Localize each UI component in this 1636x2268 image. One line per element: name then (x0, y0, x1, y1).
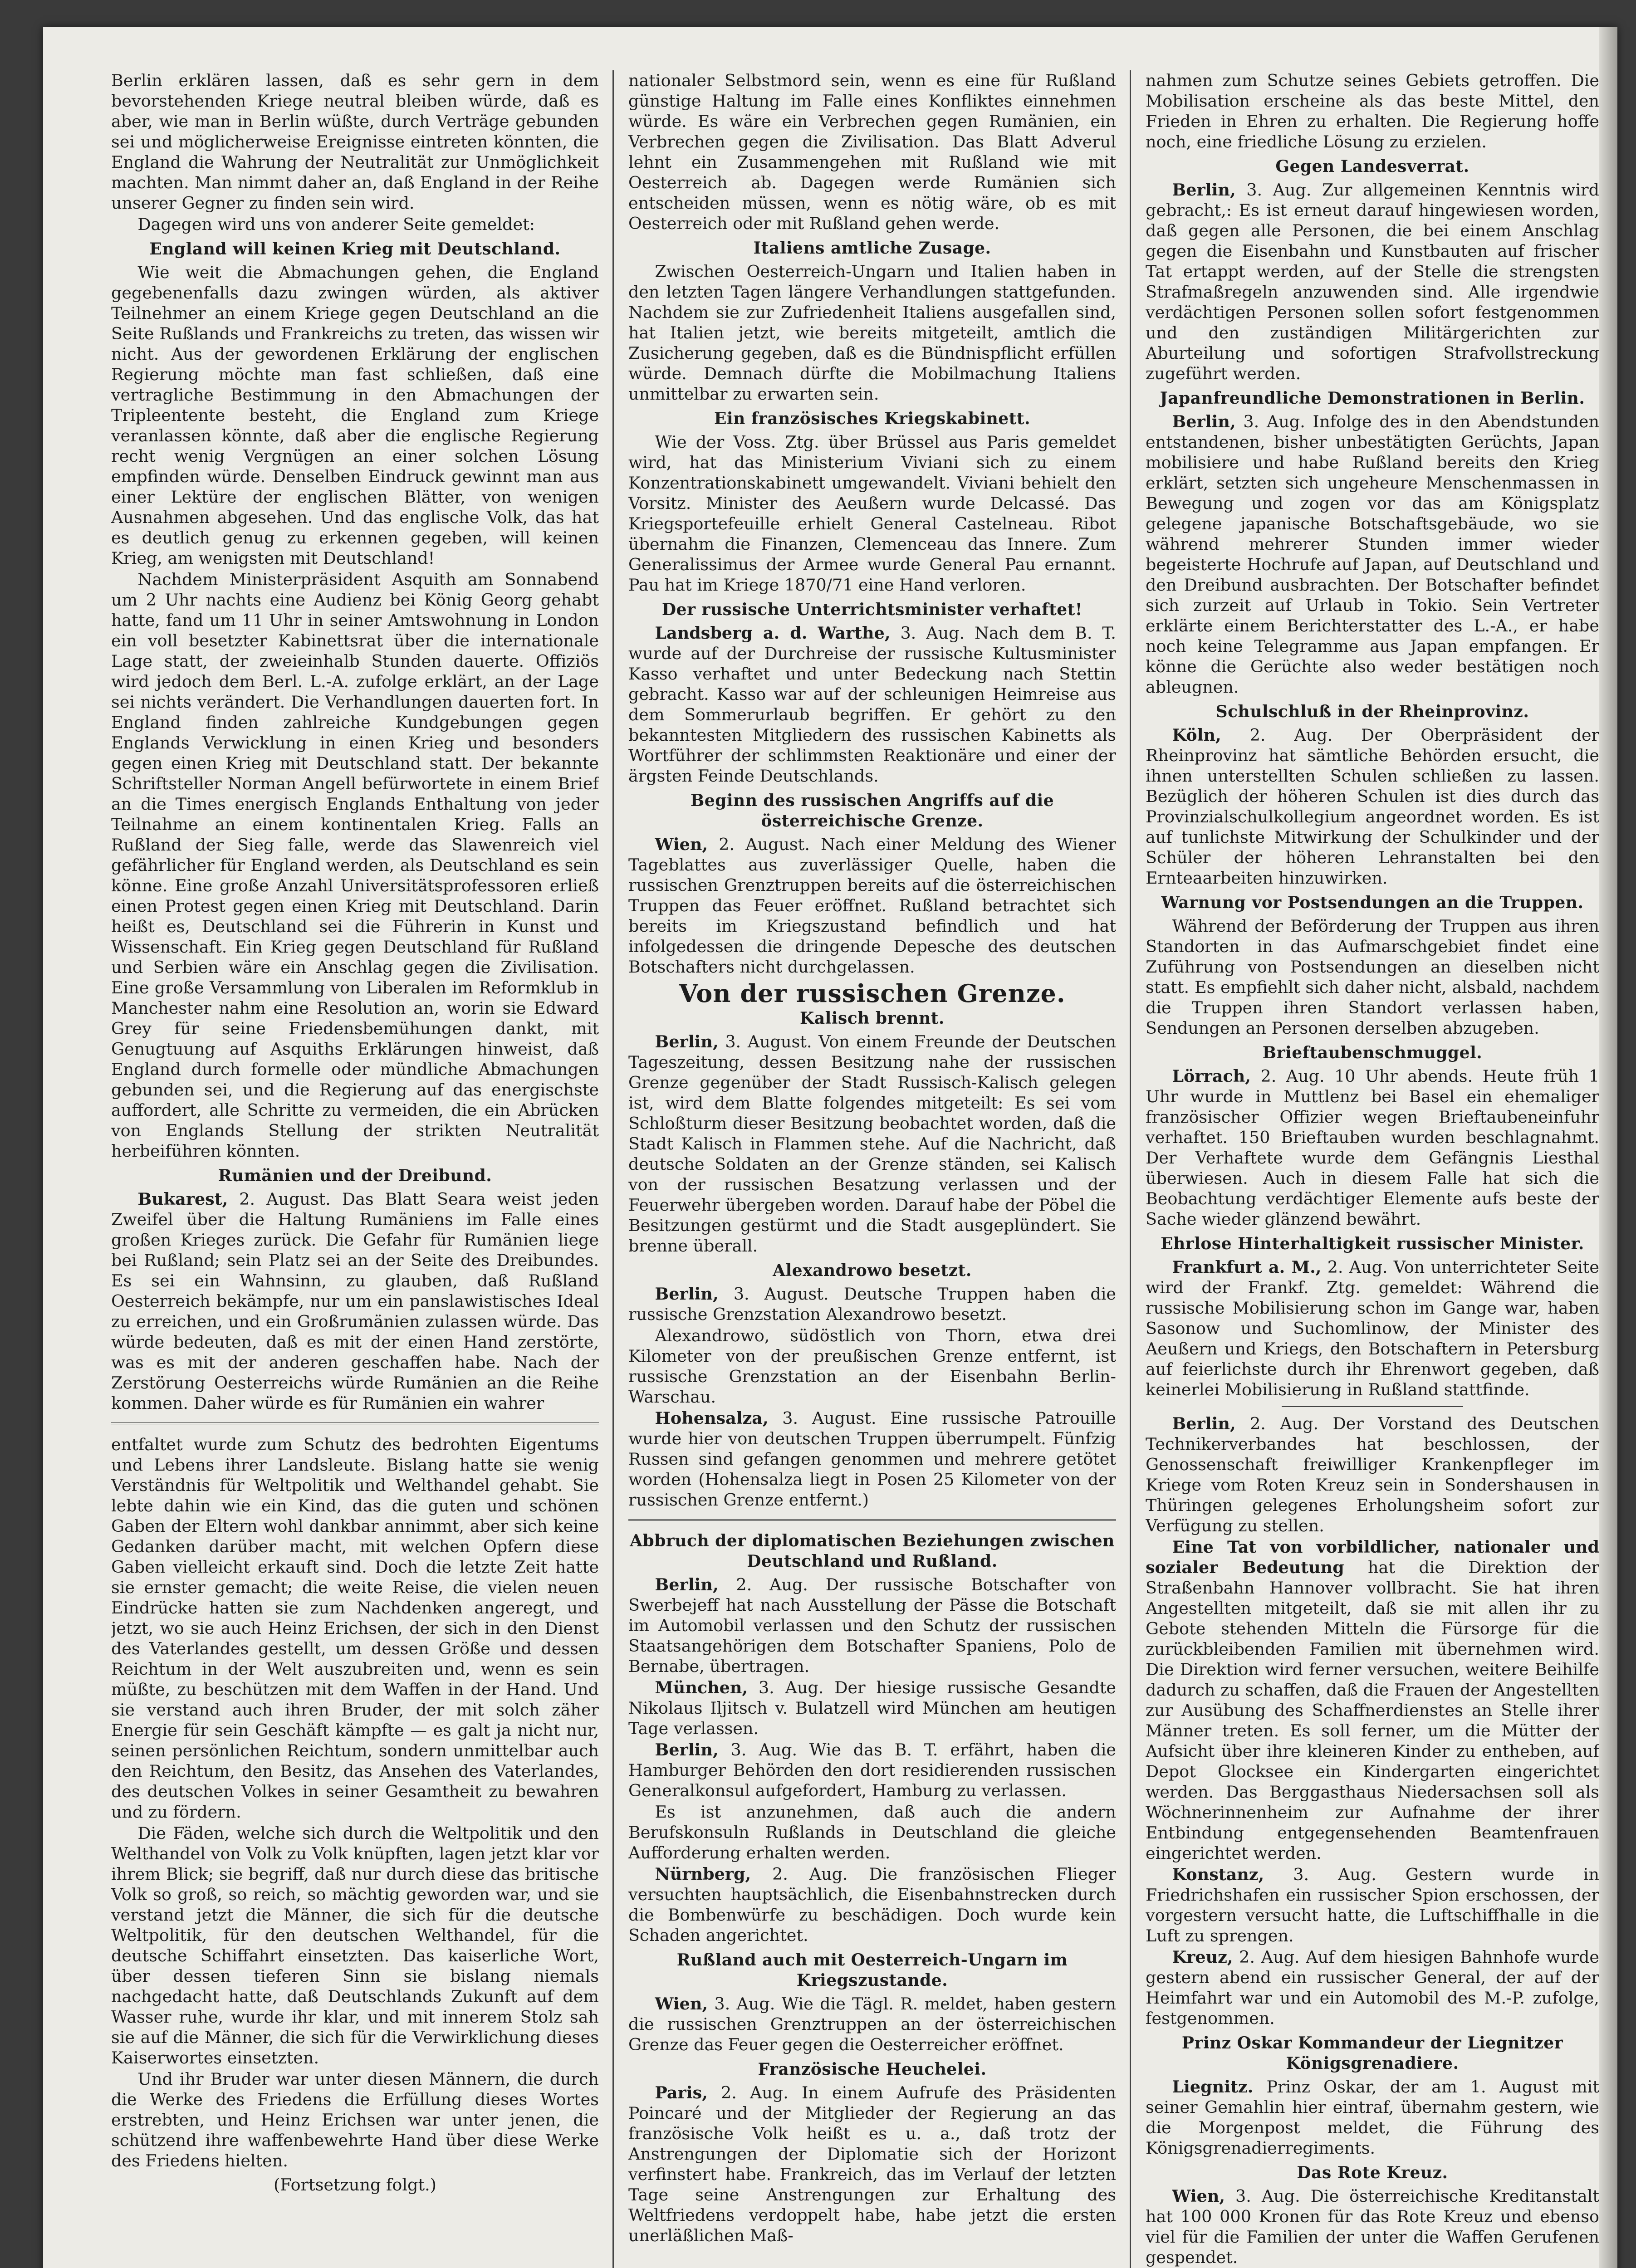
news-item (1146, 2186, 1599, 2268)
news-item (628, 623, 1116, 786)
dateline: Landsberg a. d. Warthe, (655, 623, 891, 643)
dateline: Wien, (655, 1994, 708, 2014)
news-text: 3. Aug. Die österreichische Kreditanstalt hat 100 000 Kronen für das Rote Kreuz und ebenso viel für die Familien der unter die Waffen Gerufenen gespendet. (1146, 2186, 1599, 2267)
news-text: 3. Aug. Nach dem B. T. wurde auf der Durchreise der russische Kultusminister Kasso verhaftet und unter Bedeckung nach Stettin gebracht. Kasso war auf der schleunigen Heimreise aus dem Sommerurlaub begriffen. Er gehört zu den bekanntesten Mitgliedern des russischen Kabinetts als Wortführer der schlimmsten Reaktionäre und einer der ärgsten Feinde Deutschlands. (628, 623, 1116, 786)
dateline: Kreuz, (1172, 1947, 1233, 1967)
feuilleton-paragraph: entfaltet wurde zum Schutz des bedrohten Eigentums und Lebens ihrer Landsleute. Bislang hatte sie wenig Verständnis für Weltpolitik und Welthandel gehabt. Sie lebte dahin wie ein Kind, das die guten und schönen Gaben der Eltern wohl dankbar annimmt, aber sich keine Gedanken darüber macht, mit welchen Opfern diese Gaben vielleicht erkauft sind. Doch die letzte Zeit hatte sie ernster gemacht; die weite Reise, die vielen neuen Eindrücke hatten sie zum Nachdenken angeregt, und jetzt, wo sie auch Heinz Erichsen, der sich in den Dienst des Vaterlandes gestellt, um dessen Größe und dessen Reichtum in der Welt auszubreiten und, wenn es sein müßte, zu beschützen mit dem Waffen in der Hand. Und sie verstand auch ihren Bruder, der mit solch zäher Energie für sein Geschäft kämpfte — es galt ja nicht nur, seinen persönlichen Reichtum, sondern unmittelbar auch den Reichtum, den Besitz, das Ansehen des Vaterlandes, des deutschen Volkes in seiner Gesamtheit zu bewahren und zu fördern. (111, 1435, 599, 1822)
dateline: Nürnberg, (655, 1864, 751, 1884)
news-text: 2. Aug. 10 Uhr abends. Heute früh 1 Uhr wurde in Muttlenz bei Basel ein ehemaliger französischer Offizier wegen Brieftaubeneinfuhr verhaftet. 150 Brieftauben wurden beschlagnahmt. Der Verhaftete wurde dem Gefängnis Liesthal überwiesen. Auch in diesem Falle hat sich die Beobachtung verdächtiger Elemente aufs beste der Sache wieder glänzend bewährt. (1146, 1066, 1599, 1229)
dateline: Berlin, (655, 1575, 719, 1594)
headline-schulschluss: Schulschluß in der Rheinprovinz. (1215, 702, 1529, 721)
news-item (1146, 1947, 1599, 2028)
headline-kriegskabinett: Ein französisches Kriegskabinett. (714, 409, 1030, 428)
dateline: Berlin, (655, 1032, 719, 1051)
news-text: 2. Aug. Auf dem hiesigen Bahnhofe wurde gestern abend ein russischer General, der auf der Heimfahrt war und ein Automobil des M.-P. zufolge, festgenommen. (1146, 1947, 1599, 2028)
news-text: 3. Aug. Zur allgemeinen Kenntnis wird gebracht,: Es ist erneut darauf hingewiesen worden, daß gegen alle Personen, die bei einem Anschlag gegen die Eisenbahn und Kunstbauten auf frischer Tat ertappt werden, auf der Stelle die strengsten Strafmaßregeln anzuwenden sind. Alle irgendwie verdächtigen Personen sollen sofort festgenommen und den zuständigen Militärgerichten zur Aburteilung und sofortigen Strafvollstreckung zugeführt werden. (1146, 180, 1599, 383)
headline-ehrlos: Ehrlose Hinterhaltigkeit russischer Minister. (1161, 1234, 1584, 1253)
news-text: 3. August. Eine russische Patrouille wurde hier von deutschen Truppen überrumpelt. Fünfzig Russen sind gefangen genommen und mehrere getötet worden (Hohensalza liegt in Posen 25 Kilometer von der russischen Grenze entfernt.) (628, 1408, 1116, 1510)
headline-landesverrat: Gegen Landesverrat. (1275, 157, 1469, 176)
news-text: 3. Aug. Der hiesige russische Gesandte Nikolaus Iljitsch v. Bulatzell wird München am heutigen Tage verlassen. (628, 1678, 1116, 1738)
dateline: Berlin, (1172, 180, 1236, 200)
dateline: Liegnitz. (1172, 2077, 1254, 2097)
dateline: Wien, (655, 835, 708, 854)
news-item (628, 1031, 1116, 1256)
news-text: 2. Aug. In einem Aufrufe des Präsidenten Poincaré und der Mitglieder der Regierung an das französische Volk heißt es u. a., daß trotz der Anstrengungen der Diplomatie sich der Horizont verfinstert habe. Frankreich, das im Verlauf der letzten Tage seine Anstrengungen zur Erhaltung des Weltfriedens verdoppelt habe, habe jetzt die ersten unerläßlichen Maß- (628, 2083, 1116, 2245)
headline-angriff: Beginn des russischen Angriffs auf die österreichische Grenze. (690, 791, 1054, 831)
headline-japan: Japanfreundliche Demonstrationen in Berlin. (1160, 389, 1585, 408)
news-text: 2. August. Das Blatt Seara weist jeden Zweifel über die Haltung Rumäniens im Falle eines großen Krieges zurück. Die Gefahr für Rumänien liege bei Rußland; sein Platz sei an der Seite des Dreibundes. Es sei ein Wahnsinn, zu glauben, daß Rußland Oesterreich bekämpfe, nur um ein panslawistisches Ideal zu erreichen, und ein Großrumänien zulassen würde. Das würde bedeuten, daß es mit der einen Hand zerstörte, was es mit der anderen geschaffen habe. Nach der Zerstörung Oesterreichs würde Rumänien an die Reihe kommen. Daher würde es für Rumänien ein wahrer (111, 1189, 599, 1413)
news-text: 2. Aug. Der Oberpräsident der Rheinprovinz hat sämtliche Behörden ersucht, die ihnen unterstellten Schulen schließen zu lassen. Bezüglich der höheren Schulen ist dies durch das Provinzialschulkollegium angeordnet worden. Es ist auf tunlichste Mitwirkung der Schulkinder und der Schüler der höheren Lehranstalten bei den Ernteaarbeiten hinzuwirken. (1146, 725, 1599, 888)
news-text: 2. Aug. Der russische Botschafter von Swerbejeff hat nach Ausstellung der Pässe die Botschaft im Automobil verlassen und den Schutz der russischen Staatsangehörigen dem Botschafter Spaniens, Polo de Bernabe, übertragen. (628, 1575, 1116, 1676)
dateline: Köln, (1172, 725, 1221, 745)
news-text: 3. Aug. Gestern wurde in Friedrichshafen ein russischer Spion erschossen, der vorgestern versucht hatte, die Luftschiffhalle in die Luft zu sprengen. (1146, 1865, 1599, 1945)
article-paragraph: Dagegen wird uns von anderer Seite gemeldet: (137, 215, 535, 234)
dateline: Konstanz, (1172, 1865, 1264, 1884)
headline-oesterreich: Rußland auch mit Oesterreich-Ungarn im Kriegszustande. (676, 1950, 1068, 1990)
headline-rotes-kreuz: Das Rote Kreuz. (1297, 2163, 1448, 2182)
article-paragraph: Alexandrowo, südöstlich von Thorn, etwa drei Kilometer von der preußischen Grenze entfernt, ist russische Grenzstation an der Eisenbahn Berlin-Warschau. (628, 1326, 1116, 1407)
news-item (1146, 1066, 1599, 1229)
news-text: 3. August. Von einem Freunde der Deutschen Tageszeitung, dessen Besitzung nahe der russischen Grenze gegenüber der Stadt Russisch-Kalisch gelegen ist, wird dem Blatte folgendes mitgeteilt: Es sei vom Schloßturm dieser Besitzung beobachtet worden, daß die Stadt Kalisch in Flammen stehe. Auf die Nachricht, daß deutsche Soldaten an der Grenze ständen, sei Kalisch von der russischen Besatzung verlassen und der Feuerwehr übergeben worden. Darauf habe der Pöbel die Besitzungen gestürmt und die Stadt ausgeplündert. Sie brenne überall. (628, 1032, 1116, 1256)
news-text: 2. Aug. Der Vorstand des Deutschen Technikerverbandes hat beschlossen, der Genossenschaft freiwilliger Krankenpfleger im Kriege vom Roten Kreuz sein in Sondershausen in Thüringen gelegenes Erholungsheim sofort zur Verfügung zu stellen. (1146, 1414, 1599, 1535)
article-paragraph: Nachdem Ministerpräsident Asquith am Sonnabend um 2 Uhr nachts eine Audienz bei König Georg gehabt hatte, fand um 11 Uhr in seiner Amtswohnung in London ein voll besetzter Kabinettsrat über die internationale Lage statt, der zweieinhalb Stunden dauerte. Offiziös wird jedoch dem Berl. L.-A. zufolge erklärt, an der Lage sei nichts verändert. Die Verhandlungen dauerten fort. In England finden zahlreiche Kundgebungen gegen Englands Verwicklung in einen Krieg und besonders gegen einen Krieg mit Deutschland statt. Der bekannte Schriftsteller Norman Angell befürwortete in einem Brief an die Times energisch Englands Enthaltung von jeder Teilnahme an einem kontinentalen Krieg. Falls an Rußland der Sieg falle, werde das Slawenreich viel gefährlicher für England werden, als Deutschland es sein könne. Eine große Anzahl Universitätsprofessoren erließ einen Protest gegen einen Krieg mit Deutschland. Darin heißt es, Deutschland sei die Führerin in Kunst und Wissenschaft. Ein Krieg gegen Deutschland für Rußland und Serbien wäre ein Anschlag gegen die Zivilisation. Eine große Versammlung von Liberalen im Reformklub in Manchester nahm eine Resolution an, worin sie Edward Grey für seine Friedensbemühungen dankt, mit Genugtuung auf Asquiths Erklärungen hinweist, daß England durch formelle oder mündliche Abmachungen gebunden sei, und die Regierung auf das energischste auffordert, alle Schritte zu vermeiden, die ein Abrücken von Englands Stellung der strikten Neutralität herbeiführen könnten. (111, 570, 599, 1161)
news-item (628, 1284, 1116, 1325)
continuation-note: (Fortsetzung folgt.) (274, 2175, 436, 2195)
feuilleton-paragraph: Die Fäden, welche sich durch die Weltpolitik und den Welthandel von Volk zu Volk knüpften, lagen jetzt klar vor ihrem Blick; sie begriff, daß nur durch diese das britische Volk so groß, so reich, so mächtig geworden war, und sie verstand jetzt die Männer, die sich für die deutsche Weltpolitik, für den deutschen Welthandel, für die deutsche Schiffahrt einsetzten. Das kaiserliche Wort, über dessen tieferen Sinn sie bislang niemals nachgedacht hatte, daß Deutschlands Zukunft auf dem Wasser ruhe, wurde ihr klar, und mit innerem Stolz sah sie auf die Männer, die sich für die Verwirklichung dieses Kaiserwortes einsetzten. (111, 1823, 599, 2068)
news-item (1146, 1864, 1599, 1946)
news-text: 2. Aug. Von unterrichteter Seite wird der Frankf. Ztg. gemeldet: Während die russische Mobilisierung schon im Gange war, haben Sasonow und Suchomlinow, der Minister des Aeußern und Kriegs, den Botschaftern in Petersburg auf feierlichste durch ihr Ehrenwort gegeben, daß keinerlei Mobilisierung in Rußland stattfinde. (1146, 1257, 1599, 1399)
news-item (1146, 1537, 1599, 1863)
dateline: Frankfurt a. M., (1172, 1257, 1322, 1277)
column-rule-left (612, 70, 614, 2268)
news-text: 3. Aug. Infolge des in den Abendstunden entstandenen, bisher unbestätigten Gerüchts, Japan mobilisiere und habe Rußland bereits den Krieg erklärt, setzten sich ungeheure Menschenmassen in Bewegung und zogen vor das am Königsplatz gelegene japanische Botschaftsgebäude, wo sie während mehrerer Stunden immer wieder begeisterte Hochrufe auf Japan, auf Deutschland und den Dreibund ausbrachten. Der Botschafter befindet sich zurzeit auf Urlaub in Tokio. Sein Vertreter erklärte einem Berichterstatter des L.-A., er habe noch keine Telegramme aus Japan empfangen. Er könne die Gerüchte also weder bestätigen noch ableugnen. (1146, 412, 1599, 697)
dateline: Berlin, (655, 1740, 719, 1760)
headline-england: England will keinen Krieg mit Deutschland. (149, 240, 561, 259)
item-divider (1282, 1406, 1463, 1407)
news-text: 2. August. Nach einer Meldung des Wiener Tageblattes aus zuverlässiger Quelle, haben die russischen Grenztruppen bereits auf die österreichischen Truppen das Feuer eröffnet. Rußland betrachtet sich bereits im Kriegszustand befindlich und hat infolgedessen die dringende Depesche des deutschen Botschafters nicht durchgelassen. (628, 835, 1116, 977)
news-item (628, 1740, 1116, 1801)
dateline: Berlin, (655, 1284, 719, 1304)
feuilleton-paragraph: Und ihr Bruder war unter diesen Männern, die durch die Werke des Friedens die Erfüllung dieses Wortes erstrebten, und Heinz Erichsen war unter jenen, die schützend ihre waffenbewehrte Hand über diese Werke des Friedens hielten. (111, 2069, 599, 2170)
dateline: Lörrach, (1172, 1066, 1251, 1086)
news-text: 3. Aug. Wie die Tägl. R. meldet, haben gestern die russischen Grenztruppen an der österreichischen Grenze das Feuer gegen die Oesterreicher eröffnet. (628, 1994, 1116, 2054)
section-divider (628, 1519, 1116, 1521)
news-item (1146, 411, 1599, 697)
dateline: Paris, (655, 2083, 708, 2102)
article-paragraph: Wie der Voss. Ztg. über Brüssel aus Paris gemeldet wird, hat das Ministerium Viviani sich zu einem Konzentrationskabinett umgewandelt. Viviani behielt den Vorsitz. Minister des Aeußern wurde Delcassé. Das Kriegsportefeuille erhielt General Castelneau. Ribot übernahm die Finanzen, Clemenceau das Innere. Zum Generalissimus der Armee wurde General Pau ernannt. Pau hat im Kriege 1870/71 eine Hand verloren. (628, 432, 1116, 595)
column-rule-right (1130, 70, 1131, 2268)
headline-prinz-oskar: Prinz Oskar Kommandeur der Liegnitzer Königsgrenadiere. (1181, 2033, 1563, 2073)
news-item (1146, 180, 1599, 384)
article-paragraph: Es ist anzunehmen, daß auch die andern Berufskonsuln Rußlands in Deutschland die gleiche Aufforderung erhalten werden. (628, 1802, 1116, 1862)
headline-brieftauben: Brieftaubenschmuggel. (1262, 1043, 1483, 1062)
news-text: 3. Aug. Wie das B. T. erfährt, haben die Hamburger Behörden den dort residierenden russischen Generalkonsul aufgefordert, Hamburg zu verlassen. (628, 1740, 1116, 1800)
column-2 (628, 70, 1116, 2268)
dateline: Hohensalza, (655, 1408, 769, 1428)
section-divider (111, 1422, 599, 1424)
news-text: 3. August. Deutsche Truppen haben die russische Grenzstation Alexandrowo besetzt. (628, 1284, 1116, 1324)
news-item (1146, 2077, 1599, 2158)
article-paragraph: Während der Beförderung der Truppen aus ihren Standorten in das Aufmarschgebiet findet eine Zuführung von Postsendungen an dieselben nicht statt. Es empfiehlt sich daher nicht, alsbald, nachdem die Truppen ihren Standort verlassen haben, Sendungen an Personen derselben abzugeben. (1146, 916, 1599, 1038)
section-headline-grenze: Von der russischen Grenze. (679, 979, 1066, 1008)
dateline: Berlin, (1172, 412, 1236, 431)
article-paragraph: nahmen zum Schutze seines Gebiets getroffen. Die Mobilisation erscheine als das beste Mittel, den Frieden in Ehren zu erhalten. Die Regierung hoffe noch, eine friedliche Lösung zu erzielen. (1146, 71, 1599, 152)
lead-in-bold: Eine Tat von vorbildlicher, nationaler und sozialer Bedeutung (1146, 1537, 1599, 1577)
article-paragraph: Wie weit die Abmachungen gehen, die England gegebenenfalls dazu zwingen würden, als aktiver Teilnehmer an einem Kriege gegen Deutschland an die Seite Rußlands und Frankreichs zu treten, das wissen wir nicht. Aus der gewordenen Erklärung der englischen Regierung möchte man fast schließen, daß eine vertragliche Bestimmung in den Abmachungen der Tripleentente besteht, die England zum Kriege veranlassen könnte, daß aber die englische Regierung recht wenig Vergnügen an einer solchen Lösung empfinden würde. Denselben Eindruck gewinnt man aus einer Lektüre der englischen Blätter, von wenigen Ausnahmen abgesehen. Und das englische Volk, das hat es deutlich genug zu erkennen gegeben, will keinen Krieg, am wenigsten mit Deutschland! (111, 263, 599, 568)
headline-heuchelei: Französische Heuchelei. (758, 2060, 987, 2079)
news-item (628, 1574, 1116, 1677)
news-item (1146, 725, 1599, 888)
headline-abbruch: Abbruch der diplomatischen Beziehungen zwischen Deutschland und Rußland. (630, 1531, 1115, 1571)
dateline: Berlin, (1172, 1414, 1236, 1433)
dateline: Bukarest, (137, 1189, 228, 1209)
news-text: 2. Aug. Die französischen Flieger versuchten hauptsächlich, die Eisenbahnstrecken durch die Bombenwürfe zu beschädigen. Doch wurde kein Schaden angerichtet. (628, 1864, 1116, 1945)
newspaper-page (43, 27, 1617, 2268)
dateline: Wien, (1172, 2186, 1225, 2206)
article-paragraph: nationaler Selbstmord sein, wenn es eine für Rußland günstige Haltung im Falle eines Konfliktes einnehmen würde. Es wäre ein Verbrechen gegen Rumänien, ein Verbrechen gegen die Zivilisation. Das Blatt Adverul lehnt ein Zusammengehen mit Rußland wie mit Oesterreich ab. Dagegen werde Rumänien sich entscheiden müssen, wenn es nötig wäre, ob es mit Oesterreich oder mit Rußland gehen werde. (628, 71, 1116, 233)
dateline: München, (655, 1678, 748, 1697)
news-item (111, 1189, 599, 1413)
news-item (628, 1677, 1116, 1739)
news-item (1146, 1257, 1599, 1400)
article-paragraph: Berlin erklären lassen, daß es sehr gern in dem bevorstehenden Kriege neutral bleiben würde, daß es aber, wie man in Berlin wüßte, durch Verträge gebunden sei und möglicherweise Ereignisse eintreten könnten, die England die Wahrung der Neutralität zur Unmöglichkeit machten. Man nimmt daher an, daß England in der Reihe unserer Gegner zu finden sein wird. (111, 71, 599, 213)
news-item (628, 834, 1116, 977)
news-text: Prinz Oskar, der am 1. August mit seiner Gemahlin hier eintraf, übernahm gestern, wie die Morgenpost meldet, die Führung des Königsgrenadierregiments. (1146, 2077, 1599, 2158)
headline-postsendungen: Warnung vor Postsendungen an die Truppen. (1161, 893, 1584, 912)
page-edge-shadow (1599, 27, 1617, 2268)
column-1 (111, 70, 599, 2268)
article-paragraph: Zwischen Oesterreich-Ungarn und Italien haben in den letzten Tagen längere Verhandlungen stattgefunden. Nachdem sie zur Zufriedenheit Italiens ausgefallen sind, hat Italien jetzt, wie bereits mitgeteilt, amtlich die Zusicherung gegeben, daß es die Bündnispflicht erfüllen würde. Demnach dürfte die Mobilmachung Italiens unmittelbar zu erwarten sein. (628, 262, 1116, 404)
news-text: hat die Direktion der Straßenbahn Hannover vollbracht. Sie hat ihren Angestellten mitgeteilt, daß sie mit allen ihr zu Gebote stehenden Mitteln die Fürsorge für die zurückbleibenden Familien mit übernehmen wird. Die Direktion wird ferner versuchen, weitere Beihilfe dadurch zu schaffen, daß die Frauen der Angestellten zur Ausübung des Schaffnerdienstes an Stelle ihrer Männer treten. Es soll ferner, um die Mütter der Aufsicht über ihre kleineren Kinder zu entheben, auf Depot Glocksee ein Kindergarten eingerichtet werden. Das Berggasthaus Niedersachsen soll als Wöchnerinnenheim zur Aufnahme der ihrer Entbindung entgegensehenden Beamtenfrauen eingerichtet werden. (1146, 1558, 1599, 1863)
headline-rumaenien: Rumänien und der Dreibund. (218, 1166, 492, 1185)
column-3 (1146, 70, 1599, 2268)
headline-alexandrowo: Alexandrowo besetzt. (773, 1261, 972, 1280)
news-item (628, 1994, 1116, 2055)
headline-italien: Italiens amtliche Zusage. (753, 239, 991, 258)
news-item (1146, 1413, 1599, 1536)
headline-kalisch: Kalisch brennt. (800, 1009, 945, 1028)
news-item (628, 1408, 1116, 1510)
headline-unterrichtsminister: Der russische Unterrichtsminister verhaftet! (661, 600, 1083, 619)
news-item (628, 1864, 1116, 1945)
news-item (628, 2082, 1116, 2246)
